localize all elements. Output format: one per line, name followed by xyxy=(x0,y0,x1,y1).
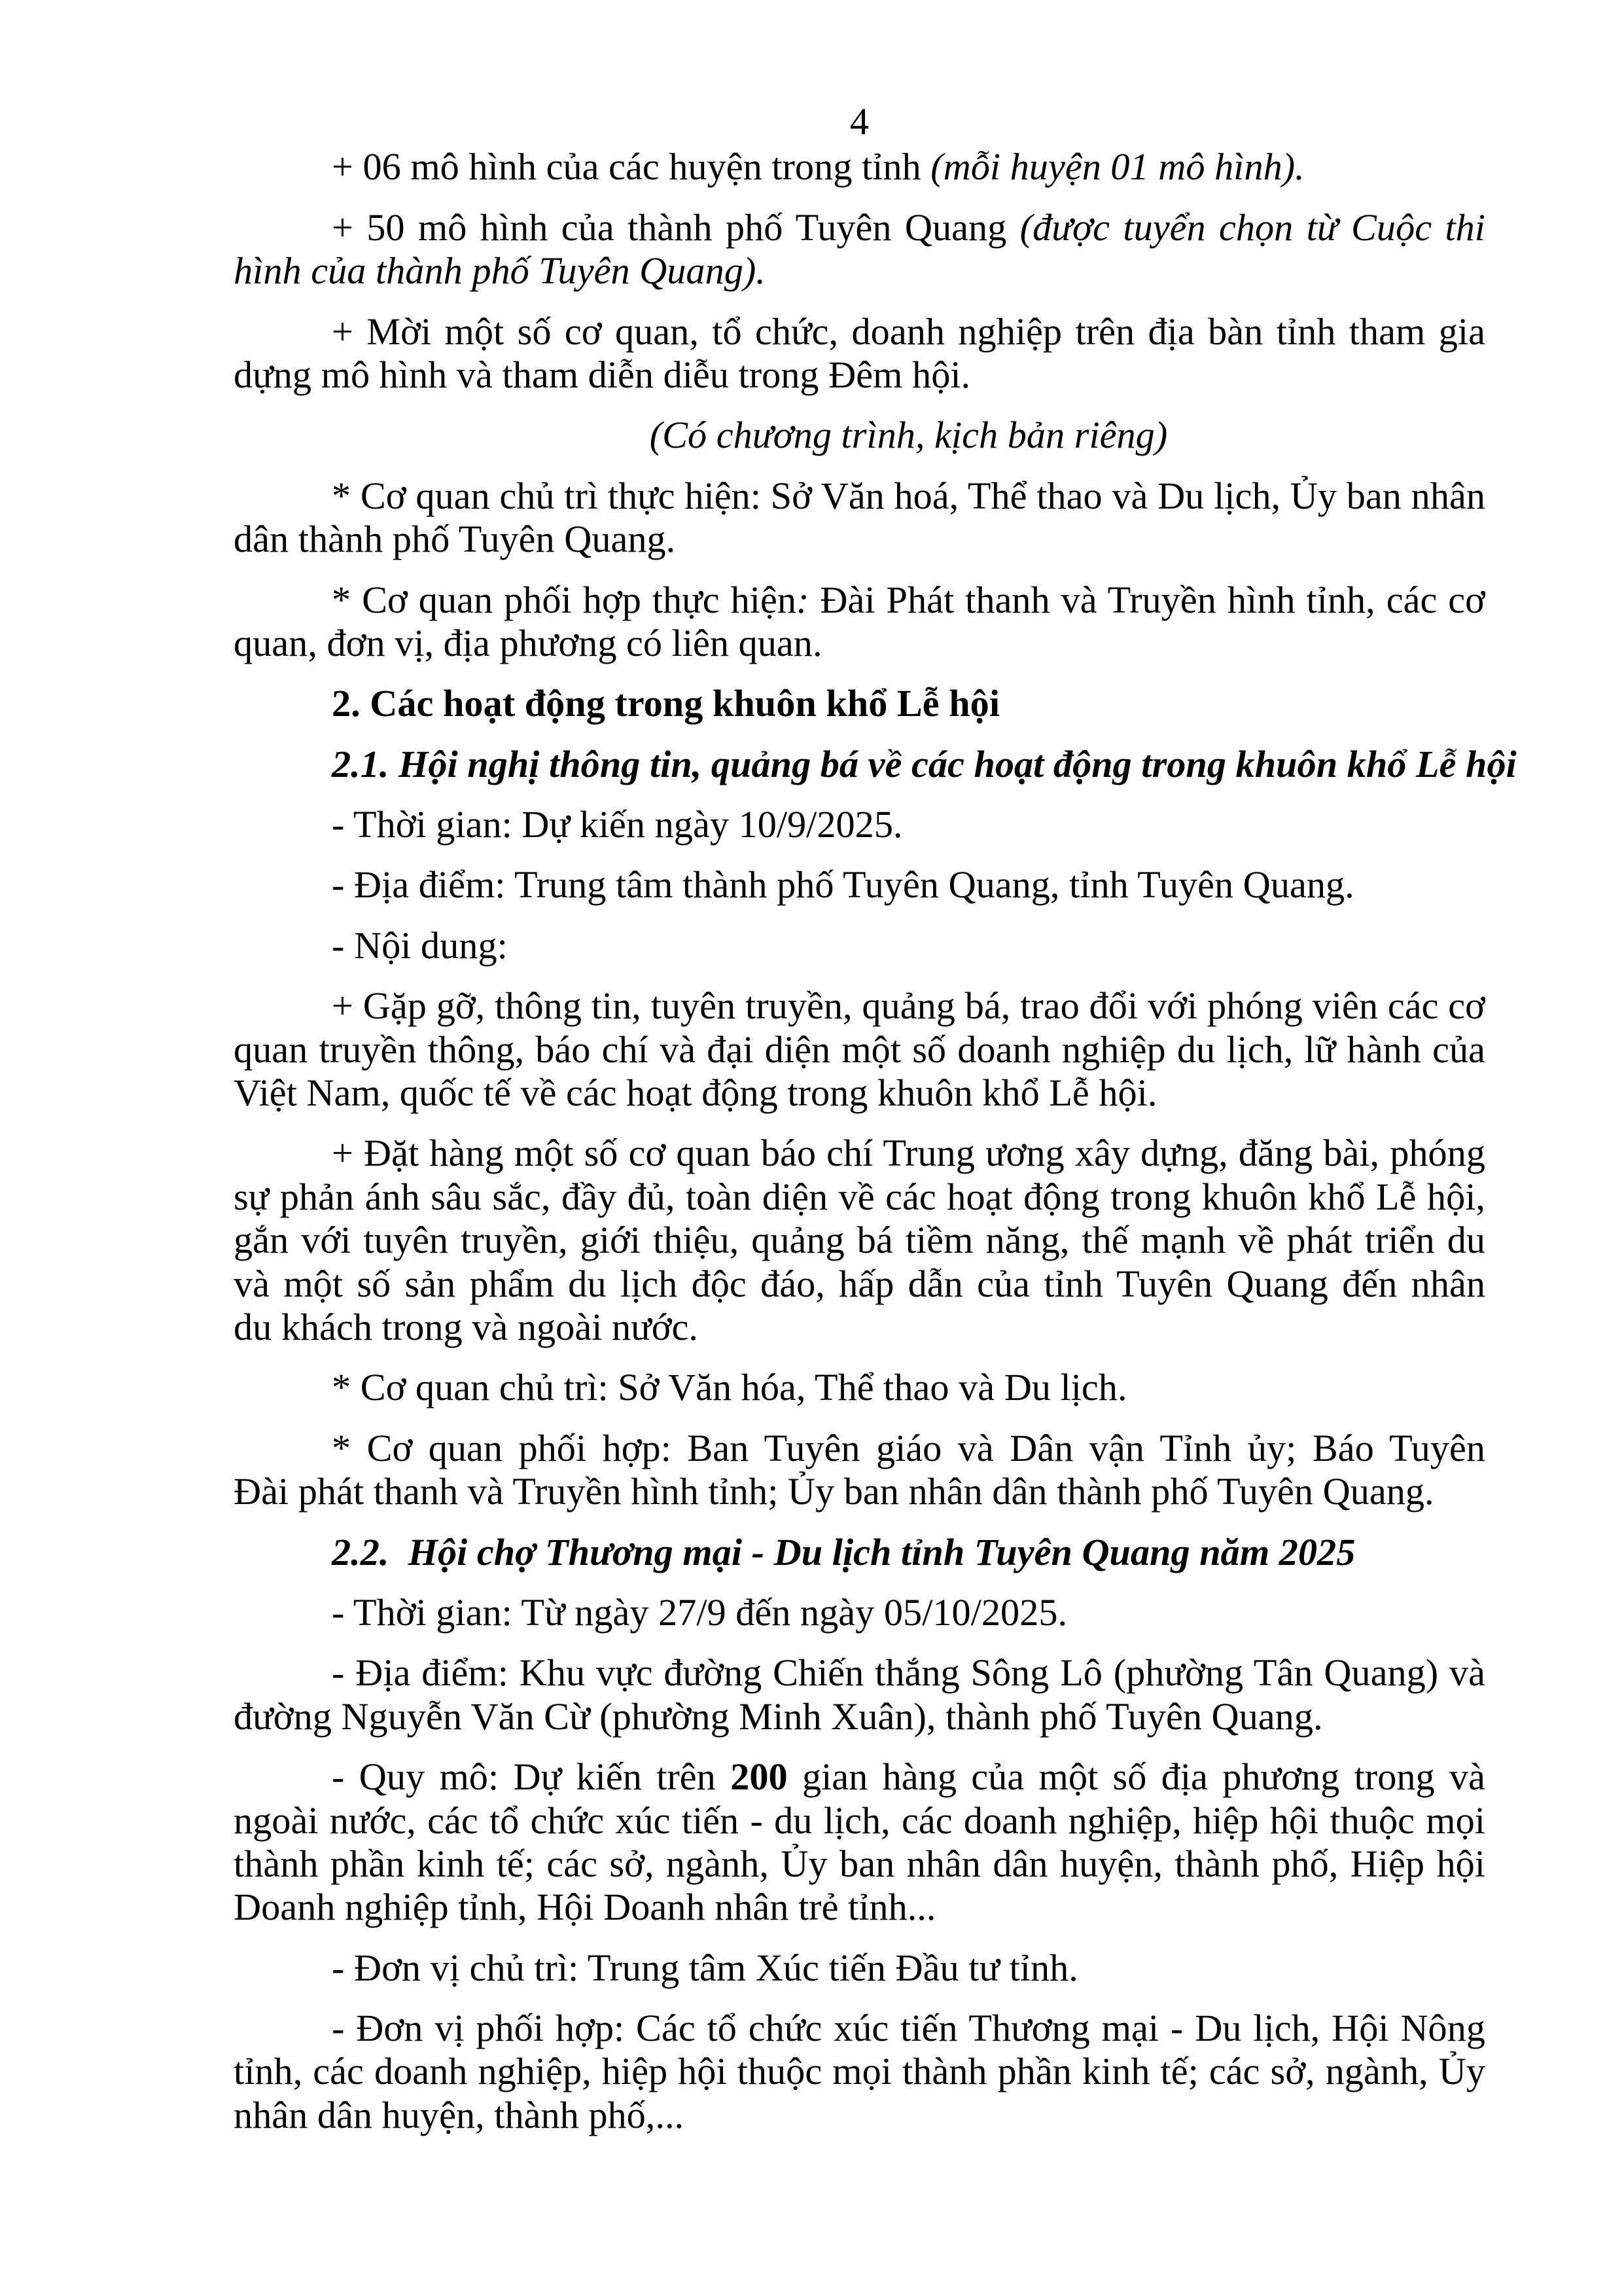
text-line xyxy=(234,622,1485,665)
text-run: gian hàng của một số địa phương trong và xyxy=(787,1755,1485,1799)
text-run: + Gặp gỡ, thông tin, tuyên truyền, quảng bá, trao đổi với phóng viên các cơ xyxy=(332,984,1485,1028)
text-run: tỉnh, các doanh nghiệp, hiệp hội thuộc mọi thành phần kinh tế; các sở, ngành, Ủy xyxy=(234,2050,1485,2093)
italic-text: (mỗi huyện 01 mô hình). xyxy=(930,145,1305,188)
text-run: - Địa điểm: Khu vực đường Chiến thắng Sông Lô (phường Tân Quang) và xyxy=(332,1651,1485,1695)
text-line xyxy=(234,249,1485,293)
text-run: quan truyền thông, báo chí và đại diện một số doanh nghiệp du lịch, lữ hành của xyxy=(234,1028,1485,1071)
paragraph xyxy=(234,145,1485,188)
text-line xyxy=(234,1263,1485,1306)
bold-italic-text: 2.2. Hội chợ Thương mại - Du lịch tỉnh Tuyên Quang năm 2025 xyxy=(332,1530,1356,1573)
text-run: đường Nguyễn Văn Cừ (phường Minh Xuân), thành phố Tuyên Quang. xyxy=(234,1695,1323,1738)
text-line xyxy=(234,2094,1485,2137)
text-line xyxy=(234,2007,1485,2050)
text-run: * Cơ quan phối hợp thực hiện xyxy=(332,578,796,621)
paragraph xyxy=(234,1132,1485,1349)
text-line xyxy=(234,1306,1485,1349)
text-line xyxy=(234,1470,1485,1513)
text-line xyxy=(234,206,1485,249)
text-line xyxy=(234,742,1517,786)
paragraph xyxy=(234,475,1485,562)
text-line xyxy=(234,984,1485,1028)
text-line xyxy=(234,1132,1485,1175)
paragraph xyxy=(234,579,1485,666)
document-body xyxy=(234,100,1517,2137)
paragraph xyxy=(234,803,1485,846)
page-number: 4 xyxy=(849,100,870,143)
text-line xyxy=(234,518,1485,561)
text-run: - Địa điểm: Trung tâm thành phố Tuyên Quang, tỉnh Tuyên Quang. xyxy=(332,863,1354,906)
text-run: * Cơ quan phối hợp: Ban Tuyên giáo và Dân vận Tỉnh ủy; Báo Tuyên xyxy=(332,1426,1485,1469)
paragraph xyxy=(234,924,1485,967)
paragraph xyxy=(234,1755,1485,1929)
text-run: và một số sản phẩm du lịch độc đáo, hấp dẫn của tỉnh Tuyên Quang đến nhân xyxy=(234,1262,1485,1305)
text-line xyxy=(234,1366,1485,1409)
text-line xyxy=(234,863,1485,906)
text-run: quan, đơn vị, địa phương có liên quan. xyxy=(234,621,822,664)
paragraph xyxy=(234,1946,1485,1990)
text-run: * Cơ quan chủ trì thực hiện: Sở Văn hoá, Thể thao và Du lịch, Ủy ban nhân xyxy=(332,474,1485,517)
text-run: * Cơ quan chủ trì: Sở Văn hóa, Thể thao và Du lịch. xyxy=(332,1366,1127,1409)
italic-text: hình của thành phố Tuyên Quang). xyxy=(234,249,766,293)
text-line xyxy=(234,145,1485,188)
text-run: Việt Nam, quốc tế về các hoạt động trong khuôn khổ Lễ hội. xyxy=(234,1071,1157,1115)
paragraph xyxy=(234,1651,1485,1738)
text-run: ngoài nước, các tổ chức xúc tiến - du lịch, các doanh nghiệp, hiệp hội thuộc mọi xyxy=(234,1799,1485,1842)
text-line xyxy=(234,2050,1485,2093)
text-line xyxy=(234,414,1485,457)
text-run: - Thời gian: Từ ngày 27/9 đến ngày 05/10/2025. xyxy=(332,1590,1068,1634)
text-line xyxy=(234,310,1485,353)
text-run: dân thành phố Tuyên Quang. xyxy=(234,518,676,561)
section-heading xyxy=(234,682,1485,725)
text-line xyxy=(234,1651,1485,1695)
text-run: du khách trong và ngoài nước. xyxy=(234,1305,698,1348)
text-run: + 50 mô hình của thành phố Tuyên Quang xyxy=(332,206,1020,249)
text-line xyxy=(234,1028,1485,1071)
paragraph xyxy=(234,2007,1485,2137)
centered-note xyxy=(234,414,1485,457)
text-run: Doanh nghiệp tỉnh, Hội Doanh nhân trẻ tỉnh... xyxy=(234,1886,936,1929)
subsection-heading xyxy=(234,742,1517,786)
text-line xyxy=(234,1531,1485,1574)
text-run: Đài phát thanh và Truyền hình tỉnh; Ủy ban nhân dân thành phố Tuyên Quang. xyxy=(234,1470,1434,1513)
text-run: - Thời gian: Dự kiến ngày 10/9/2025. xyxy=(332,803,903,846)
text-run: thành phần kinh tế; các sở, ngành, Ủy ban nhân dân huyện, thành phố, Hiệp hội xyxy=(234,1842,1485,1885)
text-line xyxy=(234,1886,1485,1929)
paragraph xyxy=(234,863,1485,906)
paragraph xyxy=(234,206,1485,293)
text-line xyxy=(234,1219,1485,1262)
text-line xyxy=(234,1799,1485,1842)
italic-text: (Có chương trình, kịch bản riêng) xyxy=(649,414,1168,457)
italic-text: (được tuyển chọn từ Cuộc thi xyxy=(1019,206,1485,249)
text-line xyxy=(234,353,1485,397)
text-run: nhân dân huyện, thành phố,... xyxy=(234,2093,684,2136)
text-line xyxy=(234,1175,1485,1219)
bold-italic-text: 2.1. Hội nghị thông tin, quảng bá về các hoạt động trong khuôn khổ Lễ hội xyxy=(332,742,1517,785)
text-line xyxy=(234,1842,1485,1886)
text-line xyxy=(234,924,1485,967)
subsection-heading xyxy=(234,1531,1485,1574)
text-run: - Đơn vị chủ trì: Trung tâm Xúc tiến Đầu tư tỉnh. xyxy=(332,1946,1078,1989)
text-line xyxy=(234,803,1485,846)
paragraph xyxy=(234,1427,1485,1514)
text-run: - Quy mô: Dự kiến trên xyxy=(332,1755,731,1799)
bold-text: 2. Các hoạt động trong khuôn khổ Lễ hội xyxy=(332,682,1000,725)
text-run: Đài Phát thanh và Truyền hình tỉnh, các cơ xyxy=(809,578,1485,621)
text-line xyxy=(234,1427,1485,1470)
text-run: - Nội dung: xyxy=(332,924,508,967)
paragraph xyxy=(234,1366,1485,1409)
paragraph xyxy=(234,310,1485,397)
paragraph xyxy=(234,984,1485,1115)
paragraph xyxy=(234,1591,1485,1634)
text-run: + Đặt hàng một số cơ quan báo chí Trung ương xây dựng, đăng bài, phóng xyxy=(332,1132,1485,1175)
text-run: + Mời một số cơ quan, tổ chức, doanh nghiệp trên địa bàn tỉnh tham gia xyxy=(332,310,1485,353)
text-line xyxy=(234,1071,1485,1115)
text-line xyxy=(234,579,1485,622)
text-line xyxy=(234,1755,1485,1799)
text-run: + 06 mô hình của các huyện trong tỉnh xyxy=(332,145,931,188)
text-line xyxy=(234,682,1485,725)
text-run: gắn với tuyên truyền, giới thiệu, quảng bá tiềm năng, thế mạnh về phát triển du xyxy=(234,1219,1485,1262)
text-run: - Đơn vị phối hợp: Các tổ chức xúc tiến Thương mại - Du lịch, Hội Nông xyxy=(332,2007,1485,2050)
text-run: sự phản ánh sâu sắc, đầy đủ, toàn diện về các hoạt động trong khuôn khổ Lễ hội, xyxy=(234,1175,1485,1218)
text-line xyxy=(234,1591,1485,1634)
bold-text: 200 xyxy=(730,1755,788,1799)
text-run: dựng mô hình và tham diễn diễu trong Đêm hội. xyxy=(234,353,971,396)
text-line xyxy=(234,1946,1485,1990)
text-line xyxy=(234,475,1485,518)
text-line xyxy=(234,1695,1485,1738)
italic-text: : xyxy=(796,578,809,621)
